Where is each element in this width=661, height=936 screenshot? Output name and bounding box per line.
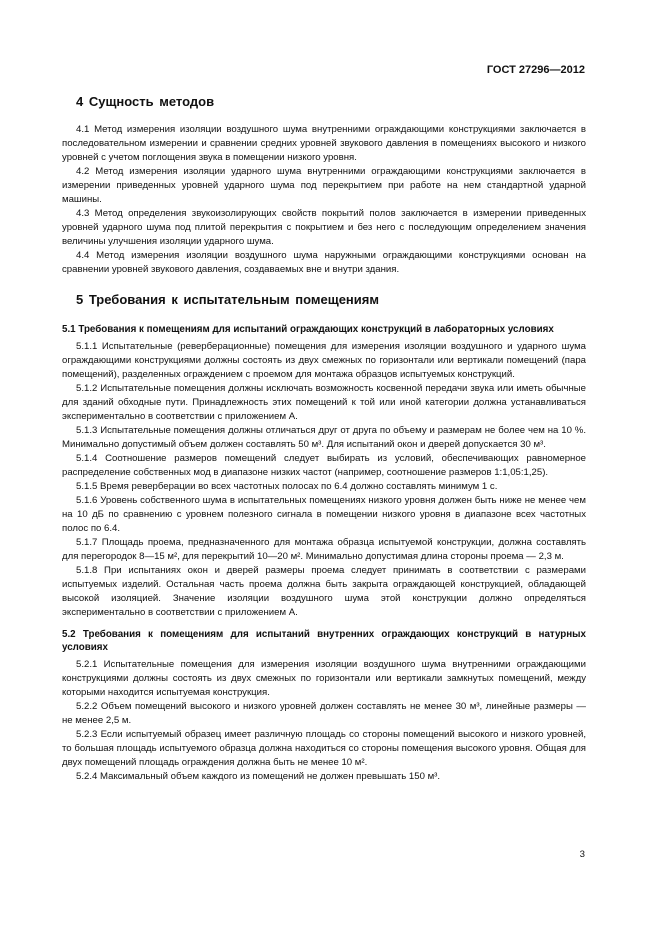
page-content xyxy=(62,93,586,784)
paragraph-5-1-8: 5.1.8 При испытаниях окон и дверей размеры проема следует принимать в соответствии с размерами испытуемых изделий. Остальная часть проема должна быть закрыта ограждающей конструкцией, обладающей высокой изоляцией. Значение изоляции воздушного шума этой конструкции должно определяться экспериментально в соответствии с приложением А. xyxy=(62,564,586,618)
page-number: 3 xyxy=(579,849,585,860)
paragraph-5-1-4: 5.1.4 Соотношение размеров помещений следует выбирать из условий, обеспечивающих равномерное распределение собственных мод в диапазоне низких частот (например, соотношение размеров 1:1,05:1,25). xyxy=(62,452,586,478)
paragraph-5-1-1: 5.1.1 Испытательные (реверберационные) помещения для измерения изоляции воздушного и ударного шума ограждающими конструкциями должны состоять из двух смежных по горизонтали или вертикали помещений (пара помещений), разделенных ограждением с проемом для монтажа образцов испытуемых конструкций. xyxy=(62,340,586,380)
subsection-5-1-body xyxy=(62,340,586,620)
section-4-body xyxy=(62,123,586,277)
paragraph-4-3: 4.3 Метод определения звукоизолирующих свойств покрытий полов заключается в измерении приведенных уровней ударного шума под плитой перекрытия с покрытием и без него с последующим определением значения величины улучшения изоляции ударного шума. xyxy=(62,208,586,247)
paragraph-5-1-6: 5.1.6 Уровень собственного шума в испытательных помещениях низкого уровня должен быть ниже не менее чем на 10 дБ по сравнению с уровнем полезного сигнала в помещении низкого уровня в диапазоне всех частотных полос по 6.4. xyxy=(62,494,586,534)
paragraph-5-1-5: 5.1.5 Время реверберации во всех частотных полосах по 6.4 должно составлять минимум 1 с. xyxy=(76,480,498,492)
subsection-5-2-body xyxy=(62,658,586,784)
paragraph-4-1: 4.1 Метод измерения изоляции воздушного шума внутренними ограждающими конструкциями заключается в последовательном измерении и сравнении средних уровней звукового давления в помещениях высокого и низкого уровней с учетом поглощения звука в помещении низкого уровня. xyxy=(62,124,586,163)
paragraph-5-2-1: 5.2.1 Испытательные помещения для измерения изоляции воздушного шума внутренними ограждающими конструкциями должны состоять из двух смежных по горизонтали или вертикали замкнутых помещений, между которыми находится испытуемая конструкция. xyxy=(62,658,586,698)
paragraph-5-1-3: 5.1.3 Испытательные помещения должны отличаться друг от друга по объему и размерам не более чем на 10 %. Минимально допустимый объем должен составлять 50 м³. Для испытаний окон и дверей допускается 30 м³. xyxy=(62,424,586,450)
paragraph-5-2-4: 5.2.4 Максимальный объем каждого из помещений не должен превышать 150 м³. xyxy=(76,770,441,782)
paragraph-5-2-2: 5.2.2 Объем помещений высокого и низкого уровней должен составлять не менее 30 м³, линейные размеры — не менее 2,5 м. xyxy=(62,700,586,726)
subsection-5-1-heading: 5.1 Требования к помещениям для испытаний ограждающих конструкций в лабораторных условиях xyxy=(62,324,554,335)
paragraph-5-1-2: 5.1.2 Испытательные помещения должны исключать возможность косвенной передачи звука или иметь обычные для зданий обходные пути. Принадлежность этих помещений к той или иной категории должна устанавливаться экспериментально в соответствии с приложением А. xyxy=(62,382,586,422)
document-code: ГОСТ 27296—2012 xyxy=(486,64,585,76)
section-5-heading: 5 Требования к испытательным помещениям xyxy=(76,292,379,307)
paragraph-5-2-3: 5.2.3 Если испытуемый образец имеет различную площадь со стороны помещений высокого и низкого уровней, то большая площадь испытуемого образца должна находиться со стороны помещения высокого уровня. Общая для двух помещений площадь ограждения должна быть не менее 10 м². xyxy=(62,728,586,768)
paragraph-4-2: 4.2 Метод измерения изоляции ударного шума внутренними ограждающими конструкциями заключается в измерении приведенных уровней ударного шума под перекрытием при работе на нем стандартной ударной машины. xyxy=(62,166,586,205)
section-4-heading: 4 Сущность методов xyxy=(76,94,215,109)
paragraph-4-4: 4.4 Метод измерения изоляции воздушного шума наружными ограждающими конструкциями основан на сравнении уровней звукового давления, создаваемых вне и внутри здания. xyxy=(62,250,586,275)
paragraph-5-1-7: 5.1.7 Площадь проема, предназначенного для монтажа образца испытуемой конструкции, должна составлять для перегородок 8—15 м², для перекрытий 10—20 м². Минимально допустимая длина стороны проема — 2,3 м. xyxy=(62,536,586,562)
subsection-5-2-heading: 5.2 Требования к помещениям для испытаний внутренних ограждающих конструкций в натурных условиях xyxy=(62,628,586,653)
